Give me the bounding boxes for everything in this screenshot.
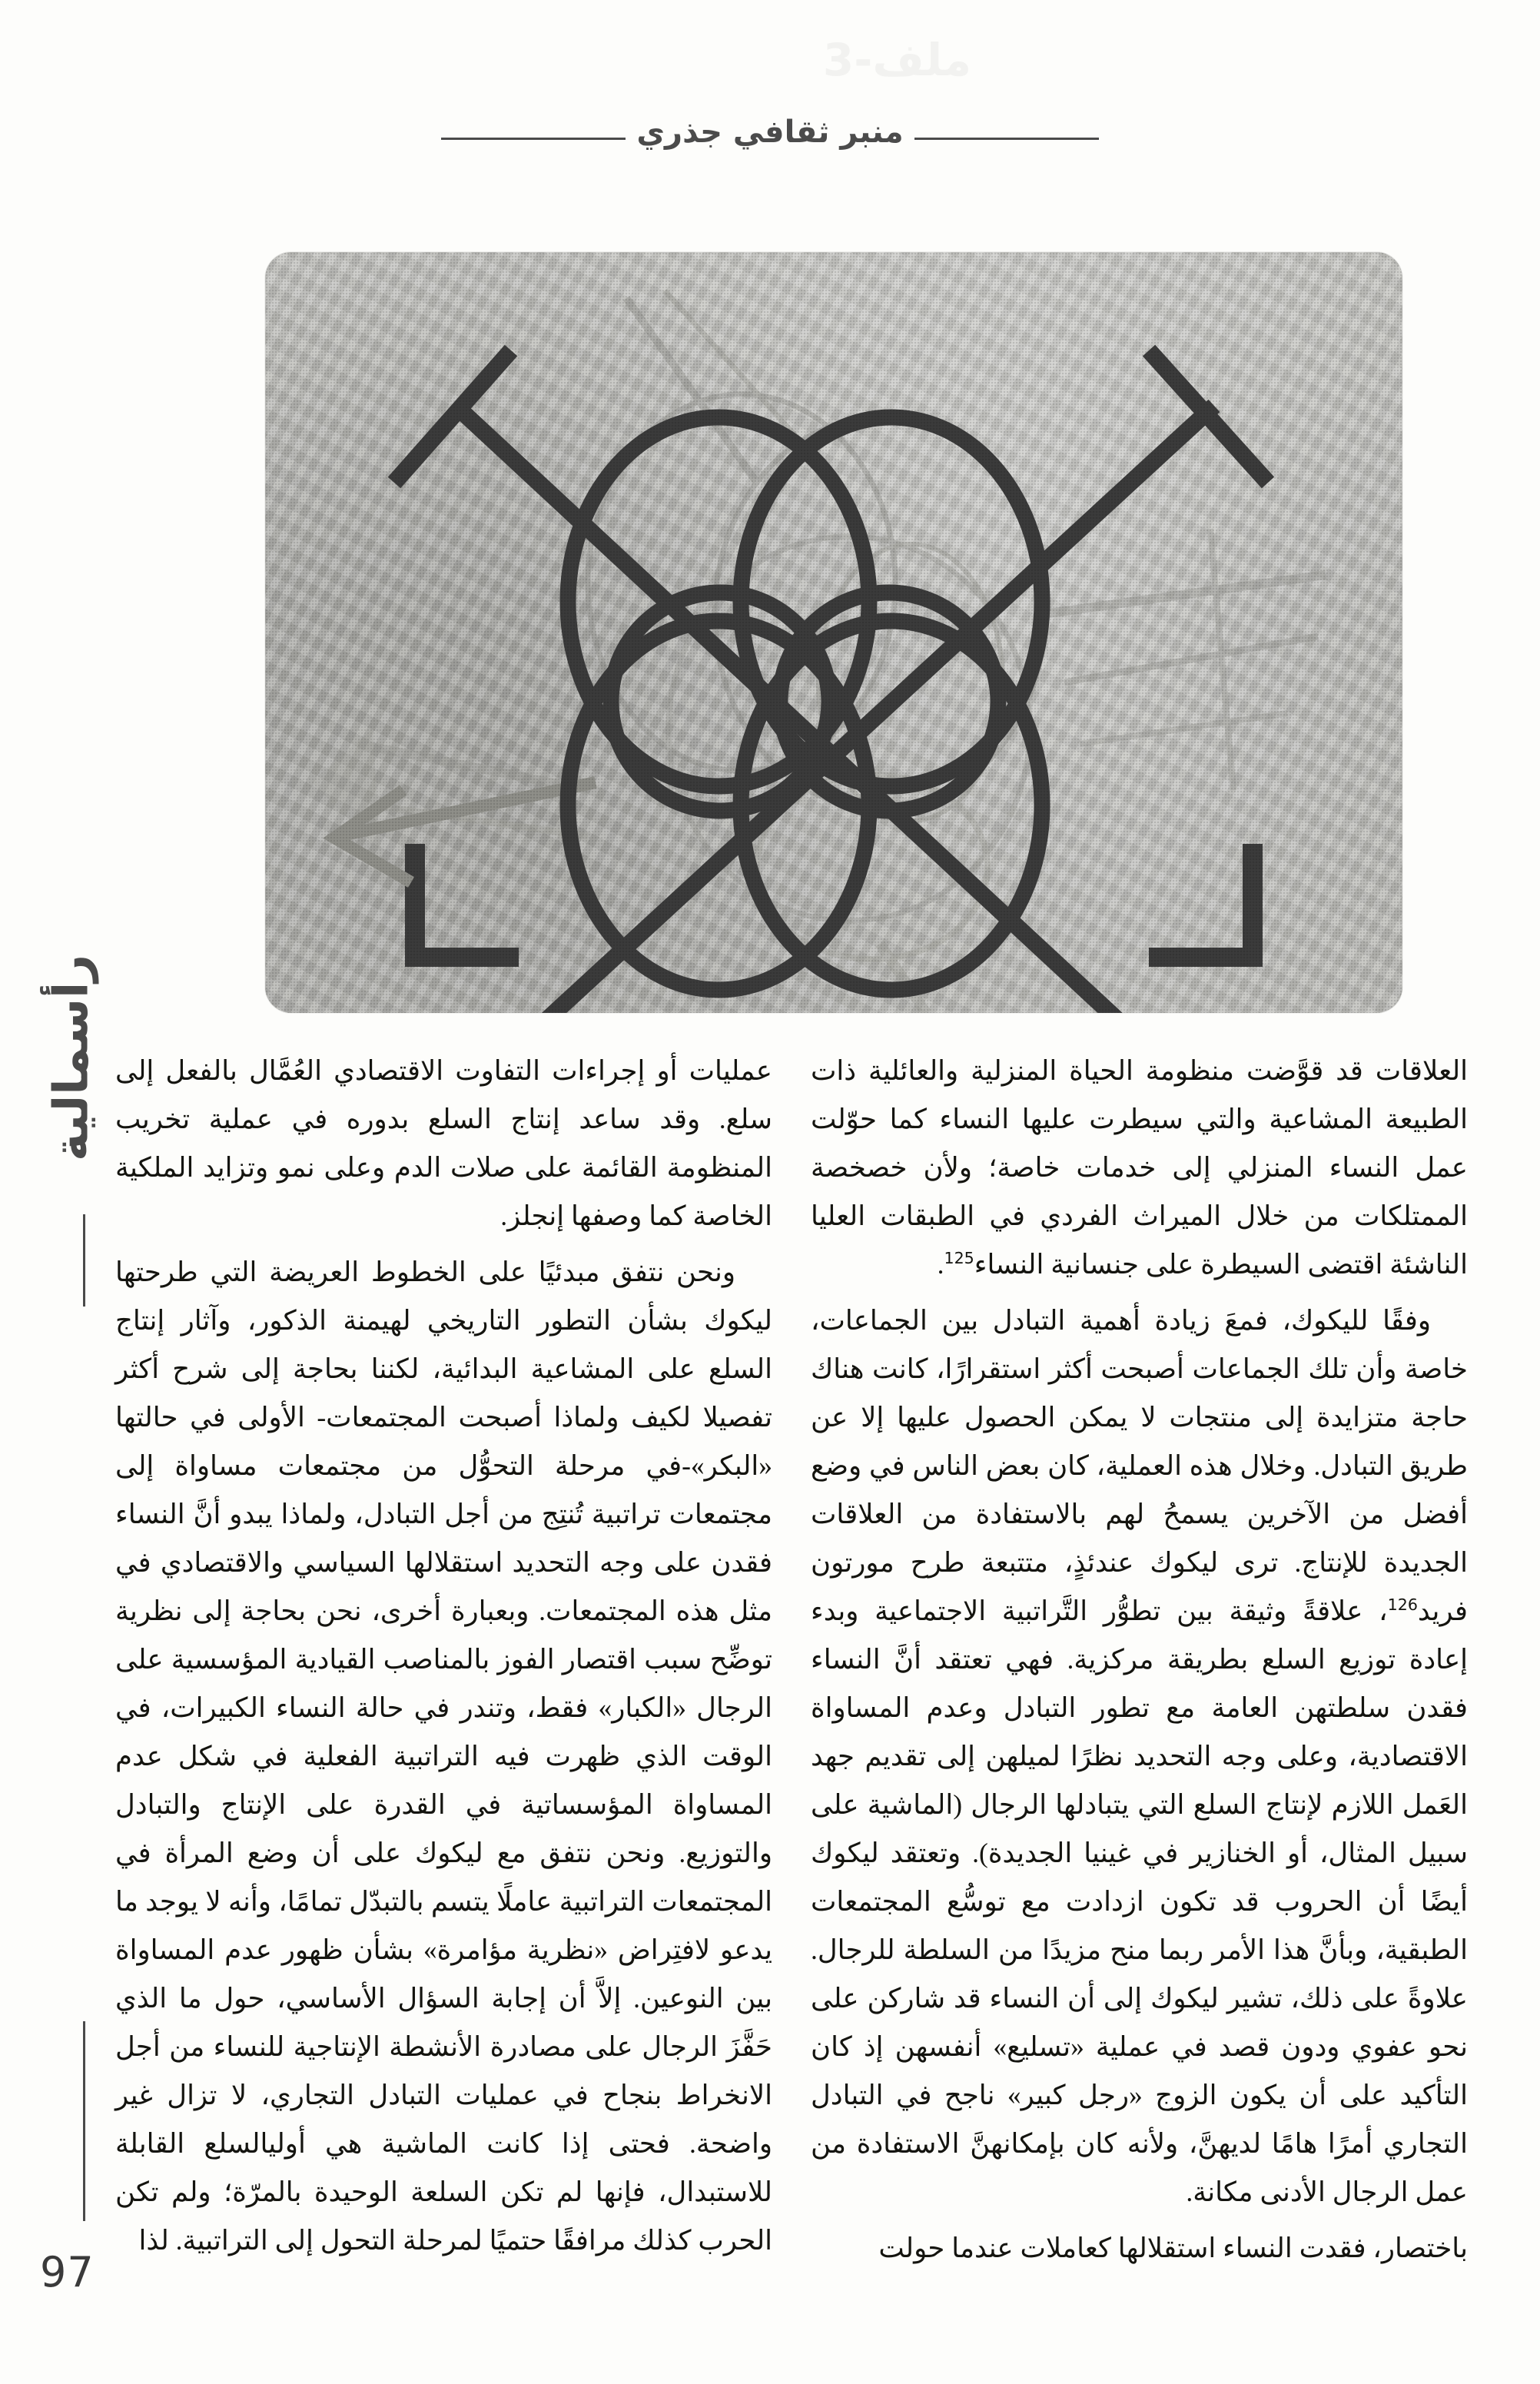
page-header (0, 0, 1540, 177)
paragraph: العلاقات قد قوَّضت منظومة الحياة المنزلية والعائلية ذات الطبيعة المشاعية والتي سيطرت عليها النساء كما حوّلت عمل النساء المنزلي إلى خدمات خاصة؛ ولأن خصخصة الممتلكات من خلال الميراث الفردي في الطبقات العليا الناشئة اقتضى السيطرة على جنسانية النساء$^{125}$. (811, 1055, 1468, 1280)
header-rule-right (914, 138, 1099, 140)
paragraph: وفقًا لليكوك، فمعَ زيادة أهمية التبادل بين الجماعات، خاصة وأن تلك الجماعات أصبحت أكثر استقرارًا، كانت هناك حاجة متزايدة إلى منتجات لا يمكن الحصول عليها إلا عن طريق التبادل. وخلال هذه العملية، كان بعض الناس في وضع أفضل من الآخرين يسمحُ لهم بالاستفادة من العلاقات الجديدة للإنتاج. ترى ليكوك عندئذٍ، متتبعة طرح مورتون فريد$^{126}$، علاقةً وثيقة بين تطوُّر التَّراتبية الاجتماعية وبدء إعادة توزيع السلع بطريقة مركزية. فهي تعتقد أنَّ النساء فقدن سلطتهن العامة مع تطور التبادل وعدم المساواة الاقتصادية، وعلى وجه التحديد نظرًا لميلهن إلى تقديم جهد العَمل اللازم لإنتاج السلع التي يتبادلها الرجال (الماشية على سبيل المثال، أو الخنازير في غينيا الجديدة). وتعتقد ليكوك أيضًا أن الحروب قد تكون ازدادت مع توسُّع المجتمعات الطبقية، وبأنَّ هذا الأمر ربما منح مزيدًا من السلطة للرجال. علاوةً على ذلك، تشير ليكوك إلى أن النساء قد شاركن على نحو عفوي ودون قصد في عملية «تسليع» أنفسهن إذ كان التأكيد على أن يكون الزوج «رجل كبير» ناجح في التبادل التجاري أمرًا هامًا لديهنَّ، ولأنه كان بإمكانهنَّ الاستفادة من عمل الرجال الأدنى مكانة. (811, 1305, 1468, 2207)
figure-halftone-overlay (265, 252, 1402, 1013)
column-left (115, 1047, 772, 2273)
page-number-rule (83, 2021, 85, 2221)
column-right (811, 1047, 1468, 2280)
footnote-marker: 126 (1387, 1595, 1418, 1615)
footnote-marker: 125 (944, 1249, 974, 1268)
header-rule-left (441, 138, 626, 140)
paragraph: عمليات أو إجراءات التفاوت الاقتصادي العُمَّال بالفعل إلى سلع. وقد ساعد إنتاج السلع بدوره في عملية تخريب المنظومة القائمة على صلات الدم وعلى نمو وتزايد الملكية الخاصة كما وصفها إنجلز. (115, 1055, 772, 1231)
paragraph: باختصار، فقدت النساء استقلالها كعاملات عندما حولت (878, 2233, 1468, 2263)
side-tab (17, 876, 117, 1307)
running-header-title: منبر ثقافي جذري (636, 115, 904, 150)
body-columns (115, 1047, 1468, 2353)
header-rule-row (0, 115, 1540, 161)
header-watermark: ملف-3 (822, 34, 971, 86)
paragraph: ونحن نتفق مبدئيًا على الخطوط العريضة التي طرحتها ليكوك بشأن التطور التاريخي لهيمنة الذكور، وآثار إنتاج السلع على المشاعية البدائية، لكننا بحاجة إلى شرح أكثر تفصيلا لكيف ولماذا أصبحت المجتمعات- الأولى في حالتها «البكر»-في مرحلة التحوُّل من مجتمعات مساواة إلى مجتمعات تراتبية تُنتِج من أجل التبادل، ولماذا يبدو أنَّ النساء فقدن على وجه التحديد استقلالها السياسي والاقتصادي في مثل هذه المجتمعات. وبعبارة أخرى، نحن بحاجة إلى نظرية توضِّح سبب اقتصار الفوز بالمناصب القيادية المؤسسية على الرجال «الكبار» فقط، وتندر في حالة النساء الكبيرات، في الوقت الذي ظهرت فيه التراتبية الفعلية في شكل عدم المساواة المؤسساتية في القدرة على الإنتاج والتبادل والتوزيع. ونحن نتفق مع ليكوك على أن وضع المرأة في المجتمعات التراتبية عاملًا يتسم بالتبدّل تمامًا، وأنه لا يوجد ما يدعو لافتِراض «نظرية مؤامرة» بشأن ظهور عدم المساواة بين النوعين. إلاَّ أن إجابة السؤال الأساسي، حول ما الذي حَفَّزَ الرجال على مصادرة الأنشطة الإنتاجية للنساء من أجل الانخراط بنجاح في عمليات التبادل التجاري، لا تزال غير واضحة. فحتى إذا كانت الماشية هي أوليالسلع القابلة للاستبدال، فإنها لم تكن السلعة الوحيدة بالمرّة؛ ولم تكن الحرب كذلك مرافقًا حتميًا لمرحلة التحول إلى التراتبية. لذا (115, 1257, 772, 2256)
figure-abstract-artwork (265, 252, 1402, 1013)
side-tab-rule (83, 1214, 85, 1307)
page-number: 97 (40, 2248, 95, 2296)
side-tab-label: رأسمالية (42, 955, 99, 1161)
